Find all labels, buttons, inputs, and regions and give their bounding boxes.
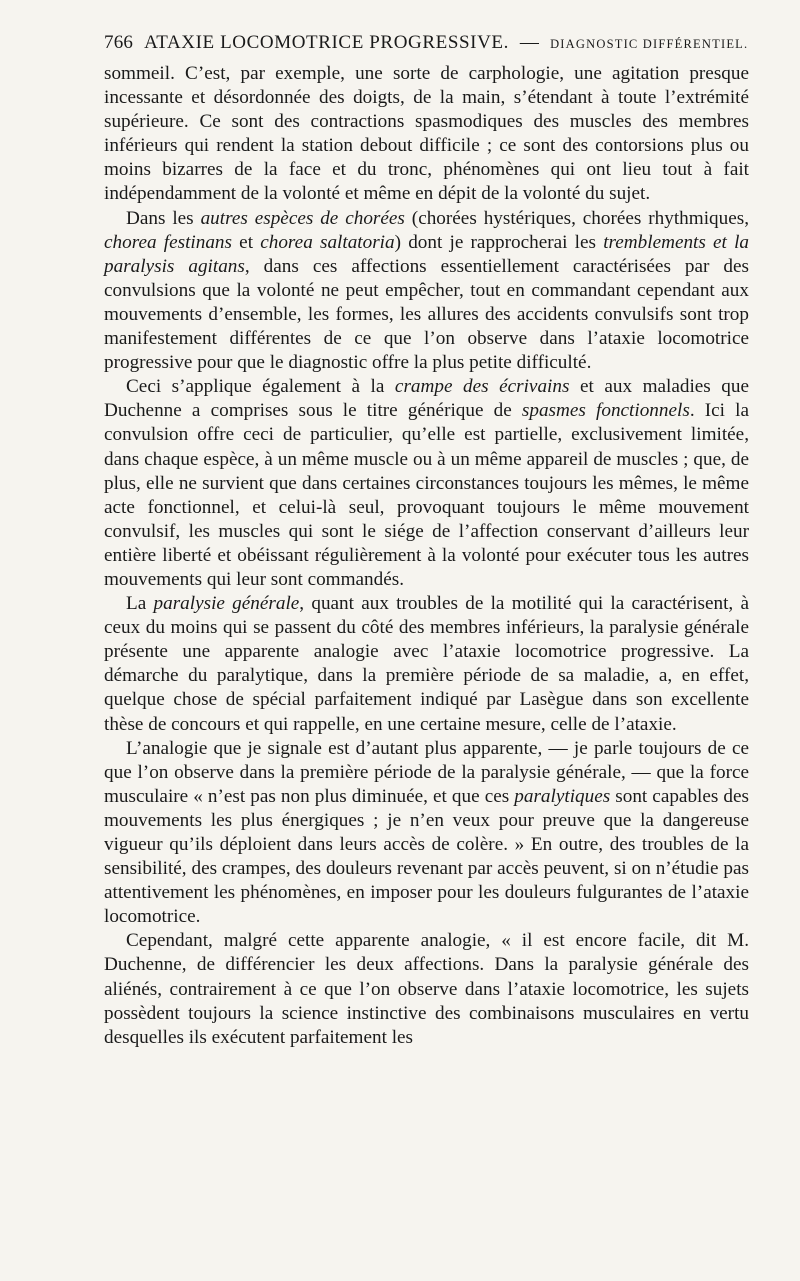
- paragraph-2-text: et: [231, 231, 261, 253]
- header-separator: —: [519, 32, 540, 53]
- paragraph-1-text: sommeil. C’est, par exemple, une sorte de carphologie, une agitation presque incessante et désordonnée des doigts, de la main, s’étendant à toute l’extrémité supérieure. Ce sont des contractions spasmodiques des muscles des membres inférieurs qui rendent la station debout difficile ; ce sont des contorsions plus ou moins bizarres de la face et du tronc, phénomènes qui ont lieu tout à fait indépendamment de la volonté et même en dépit de la volonté du sujet.: [104, 63, 749, 205]
- section-title: DIAGNOSTIC DIFFÉRENTIEL.: [550, 37, 749, 51]
- term-paralysie-generale: paralysie générale: [153, 593, 300, 615]
- paragraph-5-text: L’analogie que je signale est d’autant plus apparente, — je parle toujours de ce que l’on observe dans la première période de la paralysie générale, — que la force musculaire « n’est pas non plus diminuée, et que ces: [104, 737, 749, 807]
- term-spasmes-fonctionnels: spasmes fonctionnels: [521, 400, 690, 422]
- term-autres-especes: autres espèces de chorées: [200, 207, 405, 229]
- paragraph-6-text: Cependant, malgré cette apparente analogie, « il est encore facile, dit M. Duchenne, de différencier les deux affections. Dans la paralysie générale des aliénés, contrairement à ce que l’on observe dans l’ataxie locomotrice, les sujets possèdent toujours la science instinctive des combinaisons musculaires en vertu desquelles ils exécutent parfaitement les: [104, 930, 749, 1048]
- paragraph-5-text: sont capables des mouvements les plus énergiques ; je n’en veux pour preuve que la dangereuse vigueur qu’ils déploient dans leurs accès de colère. » En outre, des troubles de la sensibilité, des crampes, des douleurs revenant par accès peuvent, si on n’étudie pas attentivement les phénomènes, en imposer pour les douleurs fulgurantes de l’ataxie locomotrice.: [104, 785, 749, 928]
- paragraph-2-text: , dans ces affections essentiellement caractérisées par des convulsions que la volonté ne peut empêcher, tout en commandant cependant aux mouvements d’ensemble, les formes, les allures des accidents convulsifs sont trop manifestement différentes de ce que l’on observe dans l’ataxie locomotrice progressive pour que le diagnostic offre la plus petite difficulté.: [104, 255, 749, 374]
- paragraph-2: [104, 207, 749, 376]
- paragraph-3-text: . Ici la convulsion offre ceci de particulier, qu’elle est partielle, exclusivement limitée, dans chaque espèce, à un même muscle ou à un même appareil de muscles ; que, de plus, elle ne survient que dans certaines circonstances toujours les mêmes, le même acte fonctionnel, et celui-là seul, provoquant toujours le même mouvement convulsif, les muscles qui sont le siége de l’affection conservant d’ailleurs leur entière liberté et obéissant régulièrement à la volonté pour exécuter tous les autres mouvements qui leur sont commandés.: [104, 400, 749, 590]
- term-paralytiques: paralytiques: [514, 785, 611, 807]
- paragraph-4-text: , quant aux troubles de la motilité qui la caractérisent, à ceux du moins qui se passent du côté des membres inférieurs, la paralysie générale présente une apparente analogie avec l’ataxie locomotrice progressive. La démarche du paralytique, dans la première période de sa maladie, a, en effet, quelque chose de spécial parfaitement indiqué par Lasègue dans son excellente thèse de concours et qui rappelle, en une certaine mesure, celle de l’ataxie.: [104, 593, 749, 735]
- running-header: [104, 32, 754, 56]
- paragraph-2-text: (chorées hystériques, chorées rhythmiques,: [404, 207, 750, 229]
- running-title: ATAXIE LOCOMOTRICE PROGRESSIVE.: [144, 32, 509, 53]
- paragraph-4: [104, 592, 749, 737]
- term-paralysis-agitans: tremblements et la paralysis agitans: [104, 231, 750, 277]
- page-number: 766: [104, 32, 134, 53]
- term-chorea-festinans: chorea festinans: [104, 231, 232, 253]
- term-chorea-saltatoria: chorea saltatoria: [260, 231, 395, 253]
- paragraph-2-text: Dans les: [126, 207, 201, 229]
- paragraph-3: [104, 375, 749, 592]
- paragraph-5: [104, 737, 749, 930]
- term-crampe-des-ecrivains: crampe des écrivains: [394, 376, 570, 398]
- paragraph-3-text: Ceci s’applique également à la: [126, 376, 395, 398]
- paragraph-2-text: ) dont je rapprocherai les: [394, 231, 604, 253]
- paragraph-4-text: La: [126, 593, 154, 615]
- paragraph-3-text: et aux maladies que Duchenne a comprises sous le titre générique de: [104, 376, 749, 422]
- paragraph-6: [104, 929, 749, 1049]
- paragraph-1: [104, 62, 749, 207]
- page-body: [104, 62, 749, 1050]
